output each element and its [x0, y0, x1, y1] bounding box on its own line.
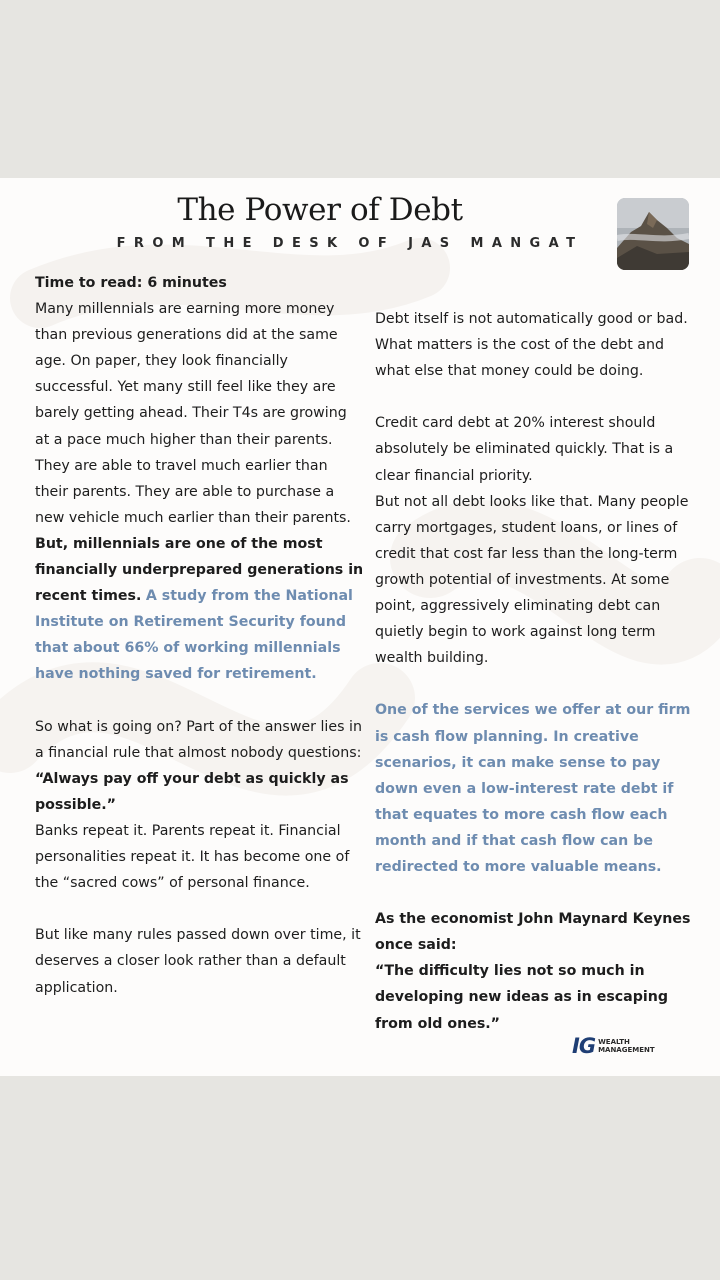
read-time: Time to read: 6 minutes	[35, 275, 227, 291]
document-page	[0, 178, 720, 1076]
mountain-photo	[617, 198, 689, 270]
credit-card-paragraph: Credit card debt at 20% interest should absolutely be eliminated quickly. That is a clear financial priority.	[375, 415, 674, 484]
logo-mark: IG	[572, 1034, 596, 1058]
intro-text: Many millennials are earning more money than previous generations did at the same age. On paper, they look financially successful. Yet many still feel like they are barely getting ahead. Their T4s are growing at a pace much higher than their parents. They are able to travel much earlier than their parents. They are able to purchase a new vehicle much earlier than their parents.	[35, 301, 351, 526]
question-paragraph: So what is going on? Part of the answer lies in a financial rule that almost nobody questions:	[35, 718, 362, 761]
page-title: The Power of Debt	[177, 192, 463, 228]
intro-study-text: A study from the National Institute on Retirement Security found that about 66% of working millennials have nothing saved for retirement.	[35, 588, 353, 683]
ig-wealth-logo	[572, 1036, 655, 1056]
page-subtitle: FROM THE DESK OF JAS MANGAT	[116, 236, 584, 251]
services-paragraph: One of the services we offer at our firm is cash flow planning. In creative scenarios, it can make sense to pay down even a low-interest rate debt if that equates to more cash flow each month and if that cash flow can be redirected to more valuable means.	[375, 702, 691, 875]
keynes-intro: As the economist John Maynard Keynes once said:	[375, 911, 691, 954]
right-column	[375, 306, 695, 1037]
logo-line-1: WEALTH	[598, 1038, 630, 1046]
left-column	[35, 270, 365, 1001]
keynes-quote: “The difficulty lies not so much in developing new ideas as in escaping from old ones.”	[375, 963, 669, 1032]
intro-bold-text: But, millennials are one of the most financially underprepared generations in recent times.	[35, 535, 364, 605]
closer-look-paragraph: But like many rules passed down over time, it deserves a closer look rather than a default application.	[35, 927, 361, 996]
logo-wordmark	[598, 1038, 655, 1054]
repeat-paragraph: Banks repeat it. Parents repeat it. Financial personalities repeat it. It has become one of the “sacred cows” of personal finance.	[35, 822, 350, 892]
intro-paragraph	[35, 296, 365, 687]
logo-line-2: MANAGEMENT	[598, 1046, 655, 1054]
other-debt-paragraph: But not all debt looks like that. Many people carry mortgages, student loans, or lines of credit that cost far less than the long-term growth potential of investments. At some point, aggressively eliminating debt can quietly begin to work against long term wealth building.	[375, 493, 689, 667]
rule-quote: “Always pay off your debt as quickly as possible.”	[35, 770, 349, 813]
debt-cost-paragraph: Debt itself is not automatically good or bad. What matters is the cost of the debt and what else that money could be doing.	[375, 311, 688, 380]
